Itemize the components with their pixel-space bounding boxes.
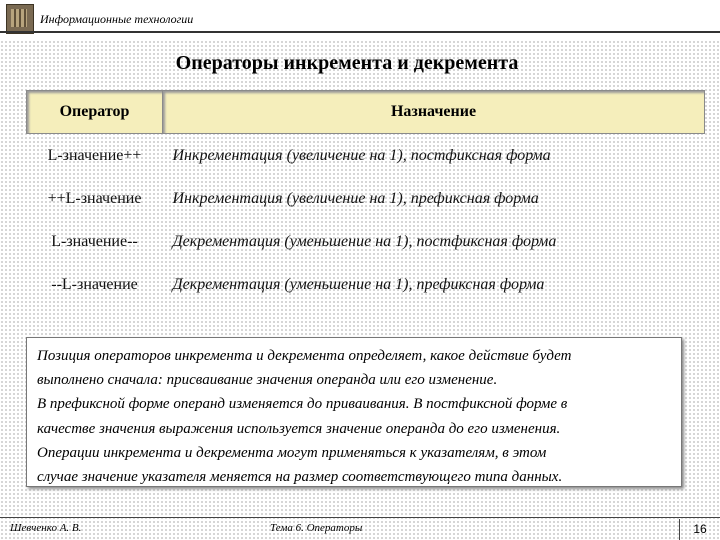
purpose-cell: Инкрементация (увеличение на 1), префиксная форма [172,189,539,207]
footer-divider [0,517,720,518]
explanation-line: качестве значения выражения используется значение операнда до его изменения. [37,420,561,437]
explanation-line: Позиция операторов инкремента и декремента определяет, какое действие будет [37,348,572,364]
table-header-row [27,91,705,134]
header-divider [0,31,720,33]
column-header-purpose: Назначение [163,91,705,134]
purpose-cell: Инкрементация (увеличение на 1), постфиксная форма [172,146,551,164]
explanation-line: случае значение указателя меняется на размер соответствующего типа данных. [37,469,563,486]
operator-cell: L-значение-- [51,232,138,250]
purpose-cell: Декрементация (уменьшение на 1), постфиксная форма [172,232,557,250]
explanation-line: выполнено сначала: присваивание значения операнда или его изменение. [37,372,498,389]
explanation-line: В префиксной форме операнд изменяется до привaивания. В постфиксной форме в [37,396,568,413]
table-row [27,177,705,220]
operator-cell: L-значение++ [47,146,142,164]
column-header-operator: Оператор [27,91,163,134]
page-number: 16 [679,519,720,540]
footer-topic: Тема 6. Операторы [270,522,363,534]
explanation-box [26,337,682,487]
logo-icon [6,4,34,34]
slide-title: Операторы инкремента и декремента [175,52,519,74]
header-bar [0,0,720,40]
table-row [27,220,705,263]
operator-cell: ++L-значение [47,189,142,207]
table-row [27,263,705,306]
table-row [27,134,705,178]
header-title: Информационные технологии [40,12,194,26]
operator-cell: --L-значение [51,275,138,293]
explanation-line: Операции инкремента и декремента могут применяться к указателям, в этом [37,444,547,461]
purpose-cell: Декрементация (уменьшение на 1), префиксная форма [172,275,545,293]
footer-author: Шевченко А. В. [10,522,82,534]
operators-table [26,90,705,306]
